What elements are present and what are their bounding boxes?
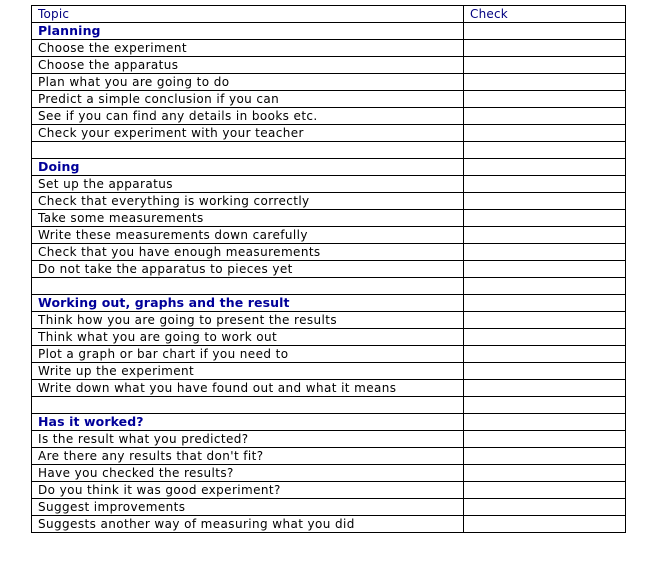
section-heading: Has it worked? bbox=[32, 414, 464, 431]
table-row bbox=[32, 431, 626, 448]
check-cell bbox=[464, 329, 626, 346]
topic-cell: Set up the apparatus bbox=[32, 176, 464, 193]
table-row bbox=[32, 448, 626, 465]
check-cell bbox=[464, 516, 626, 533]
spacer-row bbox=[32, 397, 626, 414]
table-row bbox=[32, 244, 626, 261]
check-cell bbox=[464, 295, 626, 312]
topic-cell: Think how you are going to present the results bbox=[32, 312, 464, 329]
topic-cell: Write down what you have found out and what it means bbox=[32, 380, 464, 397]
table-row bbox=[32, 227, 626, 244]
topic-cell: Write these measurements down carefully bbox=[32, 227, 464, 244]
topic-cell: Check that you have enough measurements bbox=[32, 244, 464, 261]
topic-cell: Choose the experiment bbox=[32, 40, 464, 57]
topic-cell: Is the result what you predicted? bbox=[32, 431, 464, 448]
check-cell bbox=[464, 159, 626, 176]
section-heading-row bbox=[32, 414, 626, 431]
check-column-header: Check bbox=[464, 6, 626, 23]
check-cell bbox=[464, 431, 626, 448]
topic-cell: Write up the experiment bbox=[32, 363, 464, 380]
check-cell bbox=[464, 40, 626, 57]
topic-cell: Are there any results that don't fit? bbox=[32, 448, 464, 465]
spacer-cell bbox=[32, 278, 464, 295]
check-cell bbox=[464, 57, 626, 74]
check-cell bbox=[464, 23, 626, 40]
check-cell bbox=[464, 414, 626, 431]
table-row bbox=[32, 516, 626, 533]
spacer-row bbox=[32, 142, 626, 159]
section-heading-row bbox=[32, 159, 626, 176]
table-row bbox=[32, 363, 626, 380]
experiment-checklist-table bbox=[31, 5, 626, 533]
topic-cell: See if you can find any details in books etc. bbox=[32, 108, 464, 125]
check-cell bbox=[464, 278, 626, 295]
topic-cell: Predict a simple conclusion if you can bbox=[32, 91, 464, 108]
topic-cell: Think what you are going to work out bbox=[32, 329, 464, 346]
check-cell bbox=[464, 244, 626, 261]
check-cell bbox=[464, 193, 626, 210]
spacer-cell bbox=[32, 142, 464, 159]
check-cell bbox=[464, 108, 626, 125]
topic-cell: Plot a graph or bar chart if you need to bbox=[32, 346, 464, 363]
table-row bbox=[32, 465, 626, 482]
check-cell bbox=[464, 482, 626, 499]
topic-cell: Choose the apparatus bbox=[32, 57, 464, 74]
check-cell bbox=[464, 346, 626, 363]
check-cell bbox=[464, 142, 626, 159]
table-row bbox=[32, 74, 626, 91]
table-row bbox=[32, 40, 626, 57]
check-cell bbox=[464, 380, 626, 397]
check-cell bbox=[464, 125, 626, 142]
topic-cell: Check your experiment with your teacher bbox=[32, 125, 464, 142]
section-heading-row bbox=[32, 295, 626, 312]
table-row bbox=[32, 57, 626, 74]
table-row bbox=[32, 108, 626, 125]
table-row bbox=[32, 210, 626, 227]
check-cell bbox=[464, 397, 626, 414]
spacer-row bbox=[32, 278, 626, 295]
topic-cell: Do you think it was good experiment? bbox=[32, 482, 464, 499]
table-row bbox=[32, 176, 626, 193]
section-heading: Working out, graphs and the result bbox=[32, 295, 464, 312]
check-cell bbox=[464, 227, 626, 244]
section-heading-row bbox=[32, 23, 626, 40]
check-cell bbox=[464, 363, 626, 380]
table-row bbox=[32, 91, 626, 108]
table-header-row bbox=[32, 6, 626, 23]
check-cell bbox=[464, 176, 626, 193]
topic-cell: Suggest improvements bbox=[32, 499, 464, 516]
table-row bbox=[32, 346, 626, 363]
topic-cell: Have you checked the results? bbox=[32, 465, 464, 482]
spacer-cell bbox=[32, 397, 464, 414]
checklist-body bbox=[32, 23, 626, 533]
topic-cell: Check that everything is working correctly bbox=[32, 193, 464, 210]
check-cell bbox=[464, 74, 626, 91]
check-cell bbox=[464, 499, 626, 516]
table-row bbox=[32, 125, 626, 142]
topic-cell: Do not take the apparatus to pieces yet bbox=[32, 261, 464, 278]
check-cell bbox=[464, 210, 626, 227]
section-heading: Doing bbox=[32, 159, 464, 176]
check-cell bbox=[464, 448, 626, 465]
check-cell bbox=[464, 465, 626, 482]
topic-cell: Suggests another way of measuring what you did bbox=[32, 516, 464, 533]
check-cell bbox=[464, 261, 626, 278]
table-row bbox=[32, 329, 626, 346]
section-heading: Planning bbox=[32, 23, 464, 40]
topic-column-header: Topic bbox=[32, 6, 464, 23]
check-cell bbox=[464, 312, 626, 329]
table-row bbox=[32, 261, 626, 278]
table-row bbox=[32, 312, 626, 329]
check-cell bbox=[464, 91, 626, 108]
table-row bbox=[32, 193, 626, 210]
topic-cell: Take some measurements bbox=[32, 210, 464, 227]
topic-cell: Plan what you are going to do bbox=[32, 74, 464, 91]
table-row bbox=[32, 499, 626, 516]
table-row bbox=[32, 482, 626, 499]
table-row bbox=[32, 380, 626, 397]
